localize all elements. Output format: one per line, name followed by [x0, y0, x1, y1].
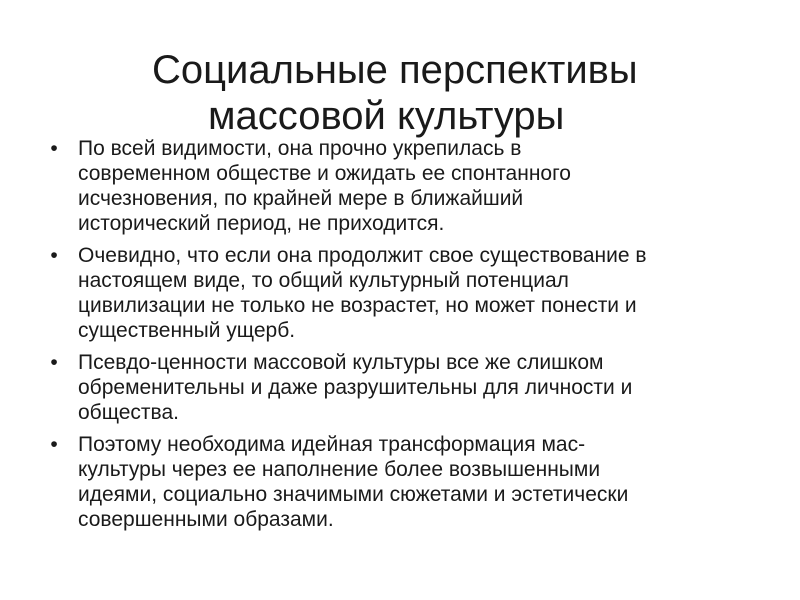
bullet-item [44, 432, 764, 532]
bullet-text-line: исторический период, не приходится. [78, 212, 445, 235]
title-line: массовой культуры [208, 93, 565, 138]
title-line: Социальные перспективы [152, 47, 638, 92]
bullet-marker: • [50, 244, 58, 267]
bullet-marker: • [50, 137, 58, 160]
bullet-marker: • [50, 351, 58, 374]
bullet-text-line: идеями, социально значимыми сюжетами и эстетически [78, 483, 629, 506]
bullet-text-line: Очевидно, что если она продолжит свое существование в [78, 244, 647, 267]
bullet-text-line: Псевдо-ценности массовой культуры все же слишком [78, 351, 604, 374]
bullet-list [44, 136, 764, 539]
bullet-text-line: общества. [78, 401, 179, 424]
bullet-item [44, 136, 764, 236]
bullet-text-line: обременительны и даже разрушительны для личности и [78, 376, 633, 399]
bullet-text-line: исчезновения, по крайней мере в ближайший [78, 187, 524, 210]
bullet-text-line: По всей видимости, она прочно укрепилась в [78, 137, 522, 160]
slide-title [40, 47, 760, 139]
bullet-text-line: цивилизации не только не возрастет, но может понести и [78, 294, 637, 317]
bullet-text-line: современном обществе и ожидать ее спонтанного [78, 162, 571, 185]
bullet-text-line: существенный ущерб. [78, 319, 296, 342]
bullet-text-line: настоящем виде, то общий культурный потенциал [78, 269, 569, 292]
bullet-marker: • [50, 433, 58, 456]
bullet-text-line: культуры через ее наполнение более возвышенными [78, 458, 601, 481]
bullet-text-line: совершенными образами. [78, 508, 334, 531]
bullet-item [44, 243, 764, 343]
bullet-text-line: Поэтому необходима идейная трансформация мас- [78, 433, 586, 456]
bullet-item [44, 350, 764, 425]
